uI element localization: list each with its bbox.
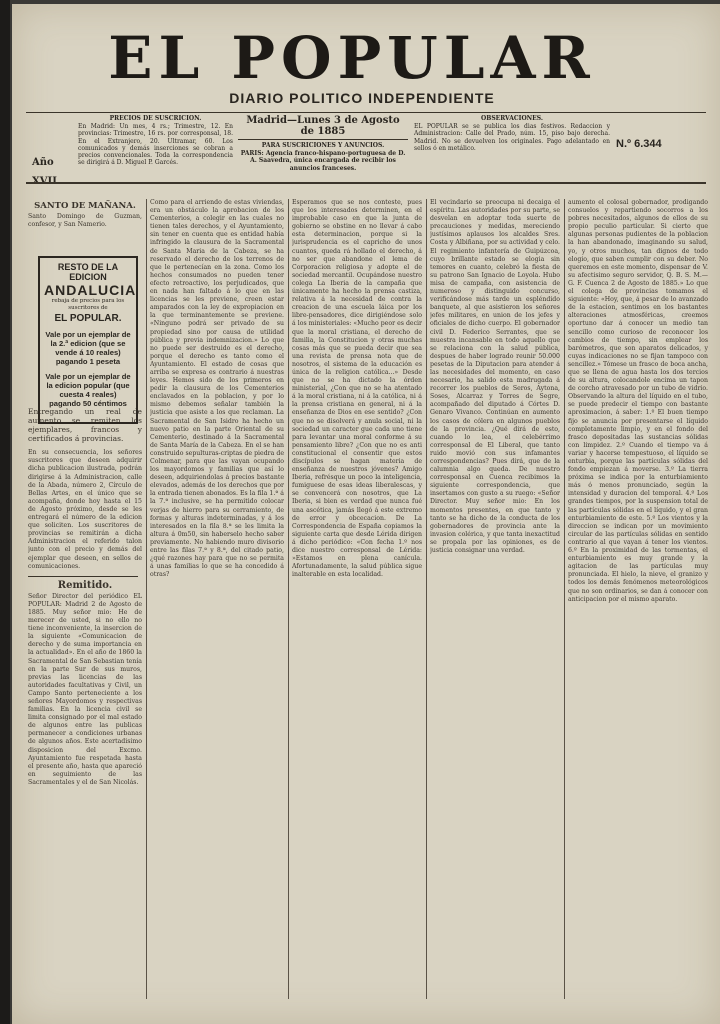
- andalucia-advert: [38, 256, 138, 424]
- date-block: [238, 115, 408, 172]
- anuncios-title: PARA SUSCRICIONES Y ANUNCIOS.: [261, 142, 385, 149]
- observaciones-text: EL POPULAR se se publica los dias festivos. Redaccion y Administracion: Calle del Prado, núm. 15, piso bajo derecha. Madrid. No se devuelven los originales. Pago adelantado en sellos ó en metálico.: [414, 123, 610, 152]
- advert-line-1: RESTO DE LA EDICION: [57, 262, 119, 282]
- observaciones-title: OBSERVACIONES.: [481, 115, 543, 122]
- anuncios-text: PARIS: Agencia franco-hispano-portuguesa de D. A. Saavedra, única encargada de recibir los anuncios franceses.: [240, 150, 406, 172]
- advert-line-6: Vale por un ejemplar de la edicion popular (que cuesta 4 reales) pagando 50 céntimos: [45, 372, 131, 408]
- advert-line-5: Vale por un ejemplar de la 2.ª edicion (que se vende á 10 reales) pagando 1 peseta: [45, 330, 131, 366]
- column-4: [430, 199, 560, 1004]
- anio-label: Año: [32, 157, 54, 168]
- column-divider-4: [564, 199, 565, 999]
- precios-text: En Madrid: Un mes, 4 rs.; Trimestre, 12. En provincias: Trimestre, 16 rs. por corresponsal, 18. En el Extranjero, 20. Ultramar, 60. Los comunicados y demás inserciones se cobran a precios convencionales. Toda la correspondencia se dirigirá á D. Miguel P. Garcés.: [78, 123, 233, 167]
- remitido-title: Remitido.: [57, 579, 113, 591]
- header-rule-bottom: [26, 182, 706, 184]
- date-rule: [238, 139, 408, 140]
- col2-text: Como para el arriendo de estas viviendas, era un obstáculo la aprobacion de los Cementerios, a colegir en las cuales no tienen tales derechos, y el Ayuntamiento, sin tener en cuenta que es entidad había infringido la clausura de la Sacramental de Santa Maria de la Cabeza, se ha reservado el derecho de los terrenos de que le pertenecían en la zona. Como los hechos consumados no pueden tener efecto retroactivo, los perjudicados, que en nada han faltado á lo que en las licencias se les previene, creen estar amparados con la ley de expropiacion en la que terminantemente se previene. «Ninguno podrá ser privado de su propiedad sino por causa de utilidad pública y previa indemnizacion.» Lo que no puede ser destruido es el derecho, porque el derecho es tanto como el Ayuntamiento. El estado de cosas que arriba se expresa es contrario á nuestras leyes. Hemos sido de los primeros en pedir la clausura de los Cementerios enclavados en la poblacion, y por lo mismo debemos señalar también la justicia que asiste a los que reclaman. La Sacramental de San Isidro ha hecho un nuevo patio en la parte Oriental de su Cementerio, destinado á la Sacramental de Santa María de la Cabeza. En el se han construido sepulturas-criptas de piedra de Colmenar, para que las vayan ocupando los mayordomos y familias que así lo deseen, adquiriendolas á precios bastante elevados, además de los derechos que por la entrada tienen abonados. Es la fila 1.ª á la 7.ª inclusive, se ha permitido colocar verjas de hierro para su cerramiento, de formas y alturas indeterminadas, y á los interesados en la fila 8.ª se les limita la altura á 0m50, sin haberselo hecho saber previamente. No habiendo muro divisorio entre las filas 7.ª y 8.ª, del citado patio, ¿qué razones hay para que no se permita á unas familias lo que se ha concedido á otras?: [150, 199, 284, 579]
- masthead-subtitle: DIARIO POLITICO INDEPENDIENTE: [229, 90, 495, 106]
- col3-text: Esperamos que se nos conteste, pues que los interesados determinen, en el improbable caso en que la junta de gobierno se obstine en no llevar á cabo esta determinacion, porque si la jurisprudencia es el capricho de unos cuantos, queda rá hollado el derecho, á no ser que abandone el lema de Corporacion religiosa y adopte el de sociedad mercantil. Ocupándose nuestro colega La Iberia de la campaña que únicamente ha hecho la prensa castiza, relativa á la necesidad de contra la creacion de una escuela láica por los libre-pensadores, dice dirigiéndose solo á los ministeriales: «Mucho peor es decir que la moral cristiana, el derecho de familia, la Constitucion y otras muchas cosas más que se pueda decir que sea una revista de prensa nota que de nosotros, el sistema de la educación es única de la religion católica...» Desde que no se ha dictado la órden ministerial, ¿Con que no se ha atentado á la moral cristiana, ni á la católica, ni á la prensa cristiana en general, ni á la enseñanza de Dios en ese sentido? ¿Con que no se disolverá y anula social, ni la sociedad un caracter gue cada uno tiene para levantar una moral conforme á su pensamiento libre? ¿Con que no es anti constitucional el consentir que estos discípulos se hagan materia de enseñanza de nuestros jóvenes? Amigo Iberia, refrésque un poco la inteligencia, fumiguese de esas ideas liberalescas, y se convencerá con nosotros, que La Iberia, si bien es verdad que nunca fué una ascética, jamás llegó á este extremo de error y obcecacion. De La Correspondencia de España copiamos la siguiente carta que desde Lérida dirigen á dicho periódico: «Con fecha 1.º nos dice nuestro corresponsal de Lérida: »Estamos en plena canícula. Afortunadamente, la salud pública sigue inalterable en esta localidad.: [292, 199, 422, 579]
- column-2: [150, 199, 284, 1004]
- col4-text: El vecindario se preocupa ni decaiga el espíritu. Las autoridades por su parte, se desvelan en adoptar toda suerte de precauciones y medidas, mereciendo justísimos aplausos los alcaldes Sres. Costa y Albiñana, por su actividad y celo. El regimiento infantería de Guipúzcoa, cuyo brillante estado se elogia sin temores en cuanto, celebró la fiesta de su patrono San Ignacio de Loyola. Hubo misa de campaña, con asistencia de numeroso y distinguido concurso, verificándose más tarde un espléndido banquete, al que asistieron los señores jefes militares, en union de los jefes y oficiales de dicho cuerpo. El gobernador civil D. Federico Serrantes, que se muestra incansable en todo aquello que se relaciona con la salud pública, despues de haber logrado reunir 50.000 pesetas de la Diputacion para atender á las necesidades del momento, en caso necesario, ha salido esta madrugada á recorrer los pueblos de Seros, Aytona, Soses, Alcarraz y Torres de Segre, acompañado del diputado á Córtes D. Genaro Vivanco. Continúan en aumento los casos de cólera en algunos pueblos de la provincia. ¿Qué dirá de esto, cuando lo lea, el celebérrimo corresponsal de El Liberal, que tanto ruido movió con sus infamantes correspondencias? Pues dirá, que de la calumnia algo queda. De nuestro corresponsal en Cuenca recibimos la siguiente correspondencia, que insertamos con gusto a su ruego: «Señor Director. Muy señor mio: En los momentos presentes, en que tanto y tanto se ha dicho de la conducta de los gobernadores de provincia ante la invasion colérica, y que tanta inexactitud se propala por las opiniones, es de justicia consignar una verdad.: [430, 199, 560, 555]
- precios-block: [78, 115, 233, 167]
- column-divider-3: [426, 199, 427, 999]
- column-divider-2: [288, 199, 289, 999]
- book-spine: [0, 0, 10, 1024]
- observaciones-block: [414, 115, 610, 152]
- date-line: Madrid—Lunes 3 de Agosto de 1885: [246, 115, 400, 137]
- column-3: [292, 199, 422, 1004]
- advert-line-3: rebaja de precios para los suscritores de: [51, 298, 125, 311]
- masthead-title: EL POPULAR: [108, 24, 596, 92]
- entregando-text: Entregando un real de aumento se remiten los ejemplares, francos y certificados á provincias.: [28, 407, 142, 444]
- precios-title: PRECIOS DE SUSCRICION.: [109, 115, 202, 122]
- header-rule-top: [26, 112, 706, 113]
- remitido-text: Señor Director del periódico EL POPULAR: Madrid 2 de Agosto de 1885. Muy señor mio: He de merecer de usted, si no ello no tiene inconveniente, la insercion de la siguiente «Comunicacion de derecho y de suma importancia en la actualidad». En el año de 1860 la Sacramental de San Sebastian tenía en la parte Sur de sus muros, previas las licencias de las autoridades facultativas y Civil, un Campo Santo perteneciente a los señores Mayordomos y respectivas familias. En la licencia civil se limita consignado por el mal estado de algunos entre las publicas permanecer a condiciones urbanas de algunos años. Este acertadisimo disposicion del Excmo. Ayuntamiento fue respetada hasta el presente año, hasta que apareció en seguimiento de las Sacramentales y el de San Nicolás.: [28, 592, 142, 786]
- remitido-rule: [28, 576, 138, 577]
- column-5: [568, 199, 708, 1004]
- col1-body: En su consecuencia, los señores suscritores que deseen adquirir dicha publicacion ilustrada, podrán dirigirse á la Administracion, calle de la Abada, número 2, Círculo de Bellas Artes, en el único que se acompaña, donde hoy hasta el 15 de Agosto próximo, desde se les entregará el número de la edicion que soliciten. Los suscritores de provincias se remitirán a dicha Administracion el referido talon junto con el precio y demás del ejemplar que deseen, en sellos de comunicaciones.: [28, 449, 142, 570]
- santo-text: Santo Domingo de Guzman, confesor, y San Namerio.: [28, 213, 142, 229]
- numero-label: N.º 6.344: [616, 138, 662, 150]
- column-divider-1: [146, 199, 147, 999]
- col5-text: aumento el colosal gobernador, prodigando consuelos y repartiendo socorros a los pobres necesitados, algunos de ellos de su propio peculio particular. Si cierto que algunas personas pudientes de la poblacion la han abandonado, imaginando su salud, yo, y otros muchos, tan dignos de todo elogio, que saben cumplir con su deber. No queremos en este momento, dispensar de V. su afectisimo seguro servidor, Q. B. S. M.—G. F. Cuenca 2 de Agosto de 1885.» Lo que el colega de provincias tomamos el siguiente: «Hoy, que, á pesar de lo avanzado de la estacion, sentimos en los bastantes alteraciones atmosféricas, creemos oportuno dar á conocer un medio tan sencillo como curioso de reconocer los cambios de tiempo, sin emplear los barómetros, que son aparatos delicados, y cuyas indicaciones no se fijan tampoco con sencillez.» Tómese un frasco de boca ancha, que se llena de agua hasta los dos tercios de su altura, colocandole encima un tapon de corcho atravesado por un tubo de vidrio. Observando la altura del líquido en el tubo, se puede predecir el tiempo con bastante aproximacion, á saber: 1.º El buen tiempo fijo se anuncia por presentarse el líquido completamente limpio, y en el fondo del frasco depositadas las sustancias sólidas con limpidez. 2.º Cuando el tiempo va á variar y hacerse tempestuoso, el líquido se enturbia, porque las partículas sólidas del fondo empiezan á moverse. 3.º La tierra próxima se indica por la enturbiamiento más ó menos pronunciado, según la intensidad y duracion del temporal. 4.º Los grandes tiempos, por la suspension total de las partículas sólidas en el líquido, y el gran enturbiamiento de este. 5.º Los vientos y la direccion se indican por un movimiento circular de las partículas sólidas en sentido contrario al que vayan á tener los vientos. 6.º En la proximidad de las tormentas, el enturbiamiento es muy grande y la agitacion de las partículas muy pronunciada. El hielo, la nieve, el granizo y todos los demás fenómenos meteorológicos que no son ordinarios, se dan á conocer con anticipacion por el mismo aparato.: [568, 199, 708, 603]
- advert-line-4: EL POPULAR.: [54, 313, 122, 324]
- newspaper-page: [12, 4, 720, 1024]
- santo-title: SANTO DE MAÑANA.: [34, 201, 136, 211]
- advert-line-2: ANDALUCIA: [44, 282, 137, 298]
